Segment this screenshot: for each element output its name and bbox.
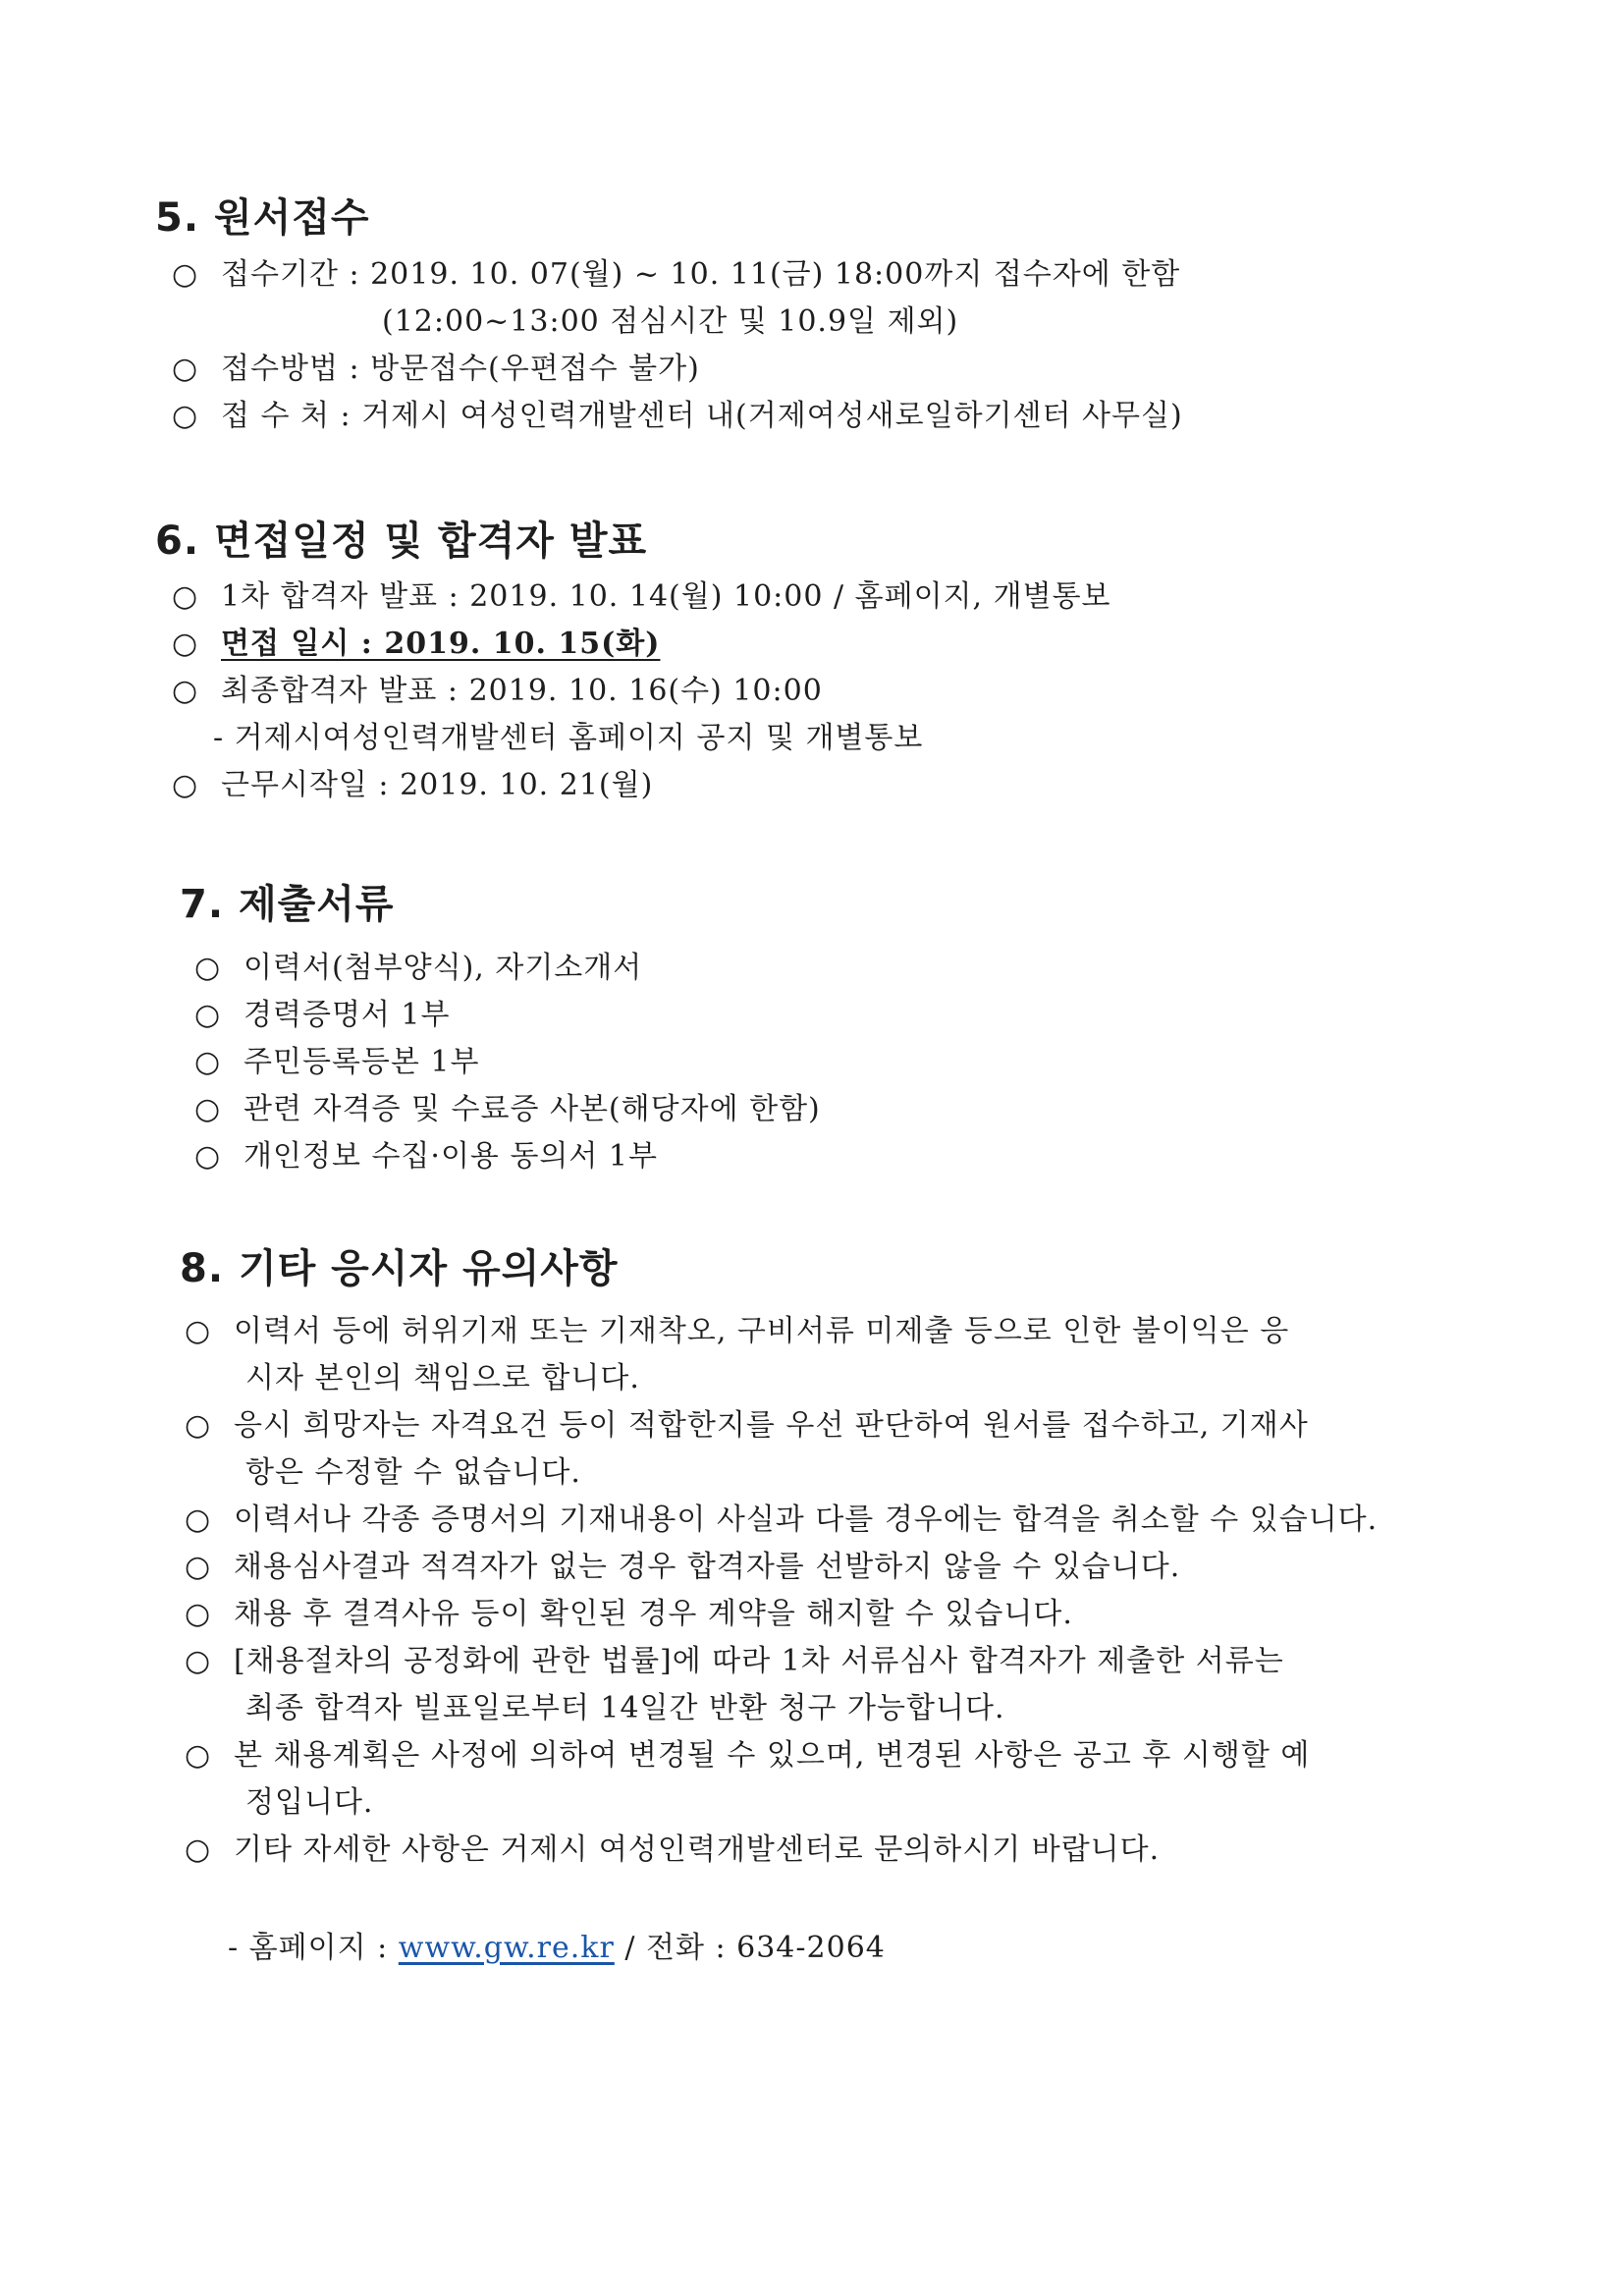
list-item (194, 1133, 821, 1180)
section-documents (180, 879, 395, 930)
period-note: (12:00~13:00 점심시간 및 10.9일 제외) (382, 304, 959, 339)
circle-bullet-icon: ○ (185, 1314, 212, 1348)
circle-bullet-icon: ○ (194, 1045, 222, 1079)
circle-bullet-icon: ○ (194, 1092, 222, 1126)
circle-bullet-icon: ○ (185, 1597, 212, 1631)
note-line: 이력서 등에 허위기재 또는 기재착오, 구비서류 미제출 등으로 인한 불이익은 응 (234, 1314, 1290, 1348)
circle-bullet-icon: ○ (172, 674, 199, 708)
contact-suffix: / 전화 : 634-2064 (614, 1931, 886, 1965)
circle-bullet-icon: ○ (185, 1832, 212, 1867)
circle-bullet-icon: ○ (194, 951, 222, 985)
section-application (155, 192, 370, 244)
circle-bullet-icon: ○ (185, 1550, 212, 1584)
list-item (185, 1732, 1481, 1827)
circle-bullet-icon: ○ (185, 1738, 212, 1773)
section-application-items (172, 251, 1183, 440)
list-item (172, 668, 1111, 715)
document-item-text: 이력서(첨부양식), 자기소개서 (243, 951, 643, 985)
note-line: 최종 합격자 빌표일로부터 14일간 반환 청구 가능합니다. (245, 1691, 1005, 1725)
start-date-text: 근무시작일 : 2019. 10. 21(월) (221, 768, 654, 802)
contact-line (228, 1925, 886, 1972)
list-item (172, 346, 1183, 393)
note-line: 시자 본인의 책임으로 합니다. (245, 1361, 640, 1395)
section-title: 6. 면접일정 및 합격자 발표 (155, 519, 648, 564)
list-item (172, 574, 1111, 621)
final-result-text: 최종합격자 발표 : 2019. 10. 16(수) 10:00 (221, 674, 823, 708)
list-item (172, 393, 1183, 440)
list-item (172, 762, 1111, 809)
section-interview (155, 516, 647, 567)
method-text: 접수방법 : 방문접수(우편접수 불가) (221, 352, 700, 386)
list-item (185, 1308, 1481, 1402)
section-documents-items (194, 945, 821, 1180)
circle-bullet-icon: ○ (194, 1139, 222, 1174)
homepage-link[interactable]: www.gw.re.kr (398, 1931, 615, 1965)
note-line: 본 채용계획은 사정에 의하여 변경될 수 있으며, 변경된 사항은 공고 후 시행할 예 (234, 1738, 1311, 1773)
list-item (185, 1638, 1481, 1732)
list-item (194, 992, 821, 1039)
note-line: [채용절차의 공정화에 관한 법률]에 따라 1차 서류심사 합격자가 제출한 서류는 (234, 1644, 1284, 1678)
note-line: 이력서나 각종 증명서의 기재내용이 사실과 다를 경우에는 합격을 취소할 수 있습니다. (234, 1503, 1379, 1537)
document-item-text: 경력증명서 1부 (243, 998, 451, 1032)
circle-bullet-icon: ○ (172, 352, 199, 386)
list-item (172, 251, 1183, 299)
list-item (185, 1591, 1481, 1638)
circle-bullet-icon: ○ (172, 399, 199, 433)
section-title: 5. 원서접수 (155, 195, 370, 241)
list-item (172, 621, 1111, 668)
document-item-text: 개인정보 수집·이용 동의서 1부 (243, 1139, 658, 1174)
period-text: 접수기간 : 2019. 10. 07(월) ~ 10. 11(금) 18:00까지 접수자에 한함 (221, 257, 1181, 292)
note-line: 채용심사결과 적격자가 없는 경우 합격자를 선발하지 않을 수 있습니다. (234, 1550, 1181, 1584)
list-item (185, 1544, 1481, 1591)
note-line: 정입니다. (245, 1785, 374, 1820)
circle-bullet-icon: ○ (194, 998, 222, 1032)
place-text: 접 수 처 : 거제시 여성인력개발센터 내(거제여성새로일하기센터 사무실) (221, 399, 1183, 433)
section-title: 7. 제출서류 (180, 882, 395, 927)
list-item (185, 1827, 1481, 1874)
contact-prefix: - 홈페이지 : (228, 1931, 399, 1965)
section-notes-items (185, 1308, 1481, 1874)
list-item (185, 1497, 1481, 1544)
section-interview-items (172, 574, 1111, 809)
final-note: - 거제시여성인력개발센터 홈페이지 공지 및 개별통보 (213, 721, 924, 755)
note-line: 항은 수정할 수 없습니다. (245, 1455, 581, 1490)
document-item-text: 주민등록등본 1부 (243, 1045, 480, 1079)
list-item (185, 1402, 1481, 1497)
section-notes (180, 1243, 619, 1294)
section-title: 8. 기타 응시자 유의사항 (180, 1246, 619, 1291)
circle-bullet-icon: ○ (172, 257, 199, 292)
circle-bullet-icon: ○ (185, 1503, 212, 1537)
circle-bullet-icon: ○ (172, 768, 199, 802)
first-result-text: 1차 합격자 발표 : 2019. 10. 14(월) 10:00 / 홈페이지, 개별통보 (221, 579, 1111, 614)
list-item (194, 945, 821, 992)
note-line: 응시 희망자는 자격요건 등이 적합한지를 우선 판단하여 원서를 접수하고, 기재사 (234, 1408, 1309, 1443)
document-item-text: 관련 자격증 및 수료증 사본(해당자에 한함) (243, 1092, 821, 1126)
circle-bullet-icon: ○ (185, 1408, 212, 1443)
circle-bullet-icon: ○ (172, 627, 199, 661)
note-line: 채용 후 결격사유 등이 확인된 경우 계약을 해지할 수 있습니다. (234, 1597, 1073, 1631)
list-item (194, 1086, 821, 1133)
circle-bullet-icon: ○ (185, 1644, 212, 1678)
interview-date-text: 면접 일시 : 2019. 10. 15(화) (221, 627, 661, 661)
list-item (194, 1039, 821, 1086)
circle-bullet-icon: ○ (172, 579, 199, 614)
note-line: 기타 자세한 사항은 거제시 여성인력개발센터로 문의하시기 바랍니다. (234, 1832, 1161, 1867)
